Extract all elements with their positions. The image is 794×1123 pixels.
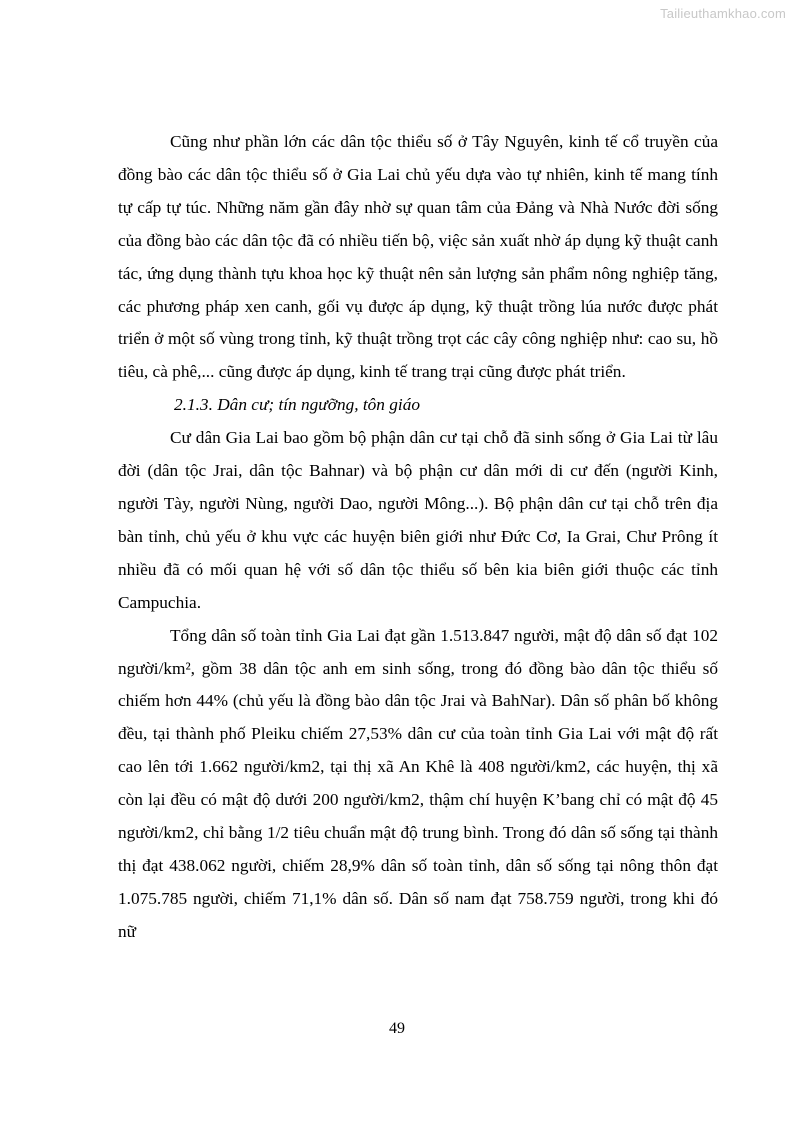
paragraph-population-origin: Cư dân Gia Lai bao gồm bộ phận dân cư tại chỗ đã sinh sống ở Gia Lai từ lâu đời (dân tộc Jrai, dân tộc Bahnar) và bộ phận cư dân mới di cư đến (người Kinh, người Tày, người Nùng, người Dao, người Mông...). Bộ phận dân cư tại chỗ trên địa bàn tỉnh, chủ yếu ở khu vực các huyện biên giới như Đức Cơ, Ia Grai, Chư Prông ít nhiều đã có mối quan hệ với số dân tộc thiểu số bên kia biên giới thuộc các tỉnh Campuchia. [118, 428, 718, 612]
page-body [118, 126, 718, 949]
paragraph-population-stats: Tổng dân số toàn tỉnh Gia Lai đạt gần 1.513.847 người, mật độ dân số đạt 102 người/km², gồm 38 dân tộc anh em sinh sống, trong đó đồng bào dân tộc thiểu số chiếm hơn 44% (chủ yếu là đồng bào dân tộc Jrai và BahNar). Dân số phân bố không đều, tại thành phố Pleiku chiếm 27,53% dân cư của toàn tỉnh Gia Lai với mật độ rất cao lên tới 1.662 người/km2, tại thị xã An Khê là 408 người/km2, các huyện, thị xã còn lại đều có mật độ dưới 200 người/km2, thậm chí huyện K’bang chỉ có mật độ 45 người/km2, chỉ bằng 1/2 tiêu chuẩn mật độ trung bình. Trong đó dân số sống tại thành thị đạt 438.062 người, chiếm 28,9% dân số toàn tỉnh, dân số sống tại nông thôn đạt 1.075.785 người, chiếm 71,1% dân số. Dân số nam đạt 758.759 người, trong khi đó nữ [118, 625, 718, 941]
section-heading: 2.1.3. Dân cư; tín ngưỡng, tôn giáo [174, 395, 420, 415]
page-number: 49 [389, 1020, 405, 1037]
watermark: Tailieuthamkhao.com [660, 6, 786, 21]
paragraph-economy: Cũng như phần lớn các dân tộc thiểu số ở Tây Nguyên, kinh tế cổ truyền của đồng bào các dân tộc thiểu số ở Gia Lai chủ yếu dựa vào tự nhiên, kinh tế mang tính tự cấp tự túc. Những năm gần đây nhờ sự quan tâm của Đảng và Nhà Nước đời sống của đồng bào các dân tộc đã có nhiều tiến bộ, việc sản xuất nhờ áp dụng kỹ thuật canh tác, ứng dụng thành tựu khoa học kỹ thuật nên sản lượng sản phẩm nông nghiệp tăng, các phương pháp xen canh, gối vụ được áp dụng, kỹ thuật trồng lúa nước được phát triển ở một số vùng trong tỉnh, kỹ thuật trồng trọt các cây công nghiệp như: cao su, hồ tiêu, cà phê,... cũng được áp dụng, kinh tế trang trại cũng được phát triển. [118, 132, 718, 382]
